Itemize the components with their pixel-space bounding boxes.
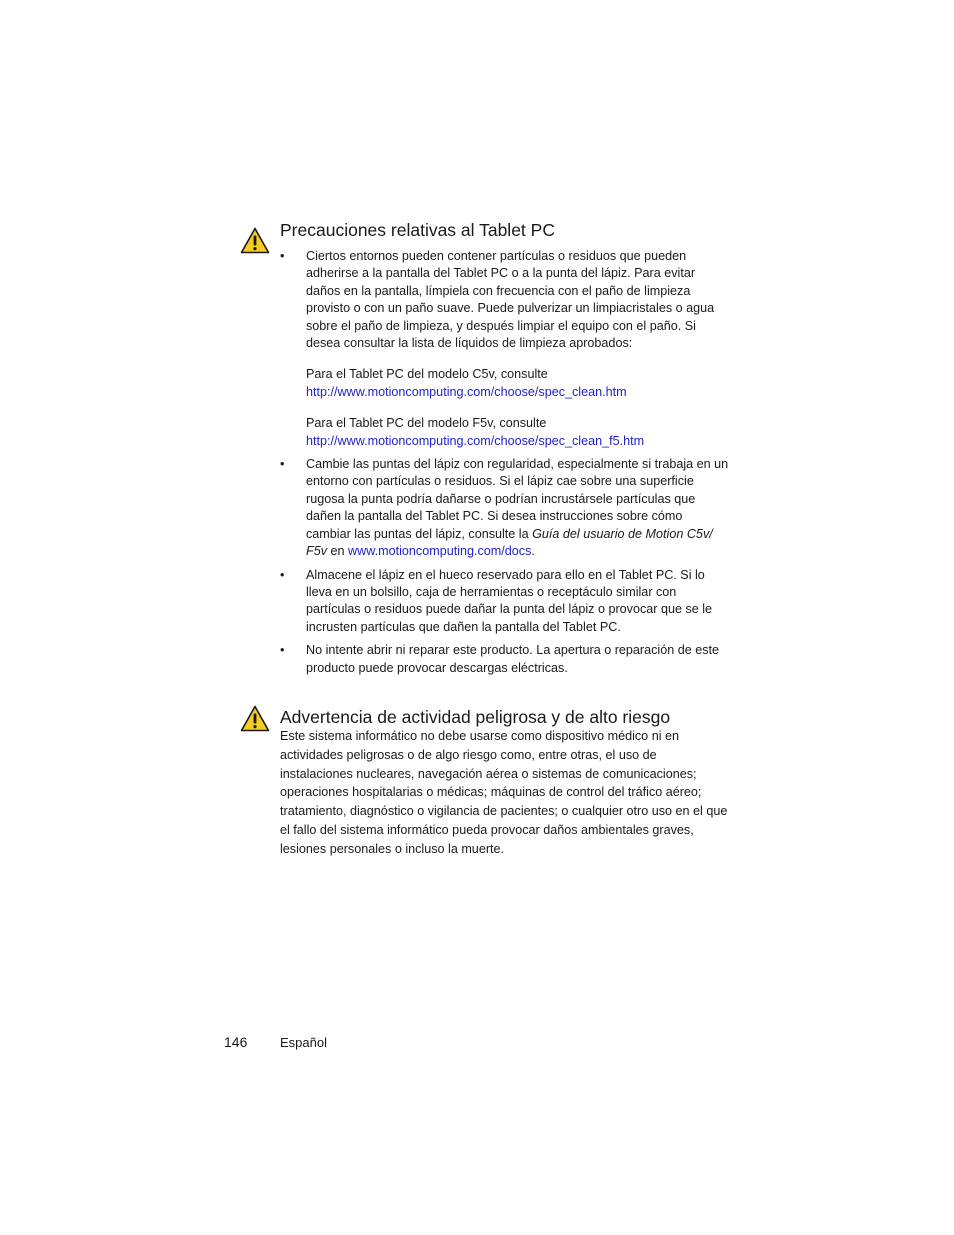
reference-text: Para el Tablet PC del modelo C5v, consulte: [306, 367, 548, 382]
bullet-text: No intente abrir ni reparar este producto. La apertura o reparación de este producto puede provocar descargas eléctricas.: [306, 643, 720, 675]
connector-text: en: [327, 544, 349, 559]
reference-c5v: [306, 366, 730, 401]
list-item: [280, 248, 730, 450]
guide-title: Guía del usuario de Motion C5v/ F5v: [306, 526, 713, 559]
bullet-marker: •: [280, 567, 285, 582]
list-item: [280, 456, 730, 560]
bullet-marker: •: [280, 457, 285, 472]
page-language: Español: [280, 1035, 327, 1050]
high-risk-paragraph: Este sistema informático no debe usarse como dispositivo médico ni en actividades peligrosas o de algo riesgo como, entre otras, el uso de instalaciones nucleares, navegación aérea o sistemas de comunicaciones; operaciones hospitalarias o médicas; máquinas de control del tráfico aéreo; tratamiento, diagnóstico o vigilancia de pacientes; o cualquier otro uso en el que el fallo del sistema informático pueda provocar daños ambientales graves, lesiones personales o incluso la muerte.: [280, 729, 728, 856]
link-spec-clean-f5v[interactable]: http://www.motioncomputing.com/choose/spec_clean_f5.htm: [306, 433, 645, 448]
list-item: [280, 642, 730, 677]
precautions-list: [280, 248, 730, 683]
link-spec-clean-c5v[interactable]: http://www.motioncomputing.com/choose/spec_clean.htm: [306, 384, 627, 399]
reference-f5v: [306, 415, 730, 450]
warning-icon: [240, 227, 270, 254]
bullet-text: Almacene el lápiz en el hueco reservado para ello en el Tablet PC. Si lo lleva en un bolsillo, caja de herramientas o receptáculo similar con partículas o residuos puede dañar la punta del lápiz o provocar que se le incrusten partículas que dañen la pantalla del Tablet PC.: [306, 567, 713, 634]
reference-text: Para el Tablet PC del modelo F5v, consulte: [306, 416, 547, 431]
warning-icon: [240, 705, 270, 732]
trailing-period: .: [531, 544, 535, 559]
section-heading-precautions: Precauciones relativas al Tablet PC: [280, 220, 555, 240]
link-docs[interactable]: www.motioncomputing.com/docs: [348, 544, 532, 559]
bullet-text: Ciertos entornos pueden contener partículas o residuos que pueden adherirse a la pantalla del Tablet PC o a la punta del lápiz. Para evitar daños en la pantalla, límpiela con frecuencia con el paño de limpieza provisto o con un paño suave. Puede pulverizar un limpiacristales o agua sobre el paño de limpieza, y después limpiar el equipo con el paño. Si desea consultar la lista de líquidos de limpieza aprobados:: [306, 249, 715, 351]
bullet-marker: •: [280, 249, 285, 263]
bullet-text: Cambie las puntas del lápiz con regularidad, especialmente si trabaja en un entorno con partículas o residuos. Si el lápiz cae sobre una superficie rugosa la punta podría dañarse o podrían incrustársele partículas que dañen la pantalla del Tablet PC. Si desea instrucciones sobre cómo cambiar las puntas del lápiz, consulte la: [306, 457, 729, 541]
bullet-marker: •: [280, 643, 285, 658]
section-heading-high-risk: Advertencia de actividad peligrosa y de alto riesgo: [280, 707, 671, 727]
page-number: 146: [224, 1034, 248, 1050]
list-item: [280, 567, 730, 637]
